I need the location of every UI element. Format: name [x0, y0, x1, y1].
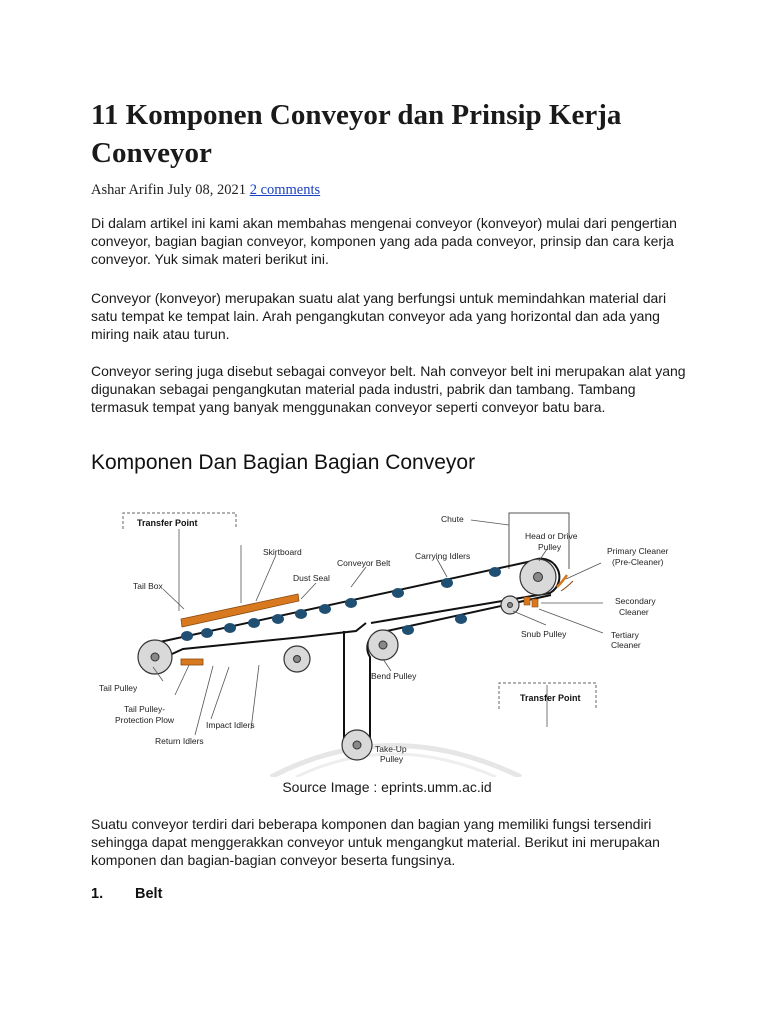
tail-pulley-icon [138, 640, 172, 674]
diagram-label-primary-cleaner-2: (Pre-Cleaner) [612, 557, 664, 567]
diagram-label-transfer-point-left: Transfer Point [137, 518, 198, 528]
intro-paragraph: Di dalam artikel ini kami akan membahas mengenai conveyor (konveyor) mulai dari pengertian conveyor, bagian bagian conveyor, komponen yang ada pada conveyor, prinsip dan cara kerja conveyor. Yuk simak materi berikut ini. [91, 215, 677, 267]
diagram-label-impact-idlers: Impact Idlers [206, 720, 255, 730]
diagram-label-secondary-cleaner-1: Secondary [615, 596, 656, 606]
list-item-number: 1. [91, 886, 104, 902]
components-paragraph: Suatu conveyor terdiri dari beberapa komponen dan bagian yang memiliki fungsi tersendiri sehingga dapat menggerakkan conveyor untuk mengangkut material. Berikut ini merupakan komponen dan bagian-bagian conveyor beserta fungsinya. [91, 816, 660, 868]
list-item [91, 886, 162, 902]
diagram-label-bend-pulley: Bend Pulley [371, 671, 417, 681]
diagram-label-secondary-cleaner-2: Cleaner [619, 607, 649, 617]
tail-pulley-plow-icon [181, 659, 203, 665]
diagram-label-carrying-idlers: Carrying Idlers [415, 551, 471, 561]
diagram-label-tertiary-cleaner-1: Tertiary [611, 630, 639, 640]
bend-pulley-icon [368, 630, 398, 660]
diagram-label-tertiary-cleaner-2: Cleaner [611, 640, 641, 650]
comments-link[interactable]: 2 comments [249, 182, 321, 198]
belt-paragraph: Conveyor sering juga disebut sebagai conveyor belt. Nah conveyor belt ini merupakan alat yang digunakan sebagai pengangkutan material pada industri, pabrik dan tambang. Tambang termasuk tempat yang banyak menggunakan conveyor seperti conveyor batu bara. [91, 363, 686, 415]
diagram-label-take-up-1: Take-Up [375, 744, 407, 754]
figure-caption: Source Image : eprints.umm.ac.id [282, 779, 492, 795]
author: Ashar Arifin [91, 182, 164, 198]
section-heading: Komponen Dan Bagian Bagian Conveyor [91, 451, 476, 474]
diagram-label-tail-pulley-protection-1: Tail Pulley- [124, 704, 166, 714]
post-date: July 08, 2021 [167, 182, 247, 198]
list-item-label: Belt [135, 886, 163, 902]
diagram-label-dust-seal: Dust Seal [293, 573, 330, 583]
diagram-label-head-drive-1: Head or Drive [525, 531, 578, 541]
diagram-label-conveyor-belt: Conveyor Belt [337, 558, 391, 568]
article-title: 11 Komponen Conveyor dan Prinsip Kerja Conveyor [91, 99, 622, 169]
diagram-label-primary-cleaner-1: Primary Cleaner [607, 546, 669, 556]
diagram-label-return-idlers: Return Idlers [155, 736, 204, 746]
diagram-label-transfer-point-right: Transfer Point [520, 693, 581, 703]
definition-paragraph: Conveyor (konveyor) merupakan suatu alat yang berfungsi untuk memindahkan material dari satu tempat ke tempat lain. Arah pengangkutan conveyor ada yang horizontal dan ada yang miring naik atau turun. [91, 290, 667, 342]
snub-pulley-icon [501, 596, 519, 614]
conveyor-diagram [91, 499, 683, 777]
take-up-pulley-icon [342, 730, 372, 760]
diagram-label-chute: Chute [441, 514, 464, 524]
diagram-label-tail-box: Tail Box [133, 581, 163, 591]
diagram-label-skirtboard: Skirtboard [263, 547, 302, 557]
byline [91, 182, 320, 199]
head-pulley-icon [520, 559, 556, 595]
return-pulley-icon [284, 646, 310, 672]
diagram-label-tail-pulley-protection-2: Protection Plow [115, 715, 175, 725]
diagram-label-head-drive-2: Pulley [538, 542, 562, 552]
diagram-label-tail-pulley: Tail Pulley [99, 683, 138, 693]
diagram-label-take-up-2: Pulley [380, 754, 404, 764]
diagram-label-snub-pulley: Snub Pulley [521, 629, 567, 639]
